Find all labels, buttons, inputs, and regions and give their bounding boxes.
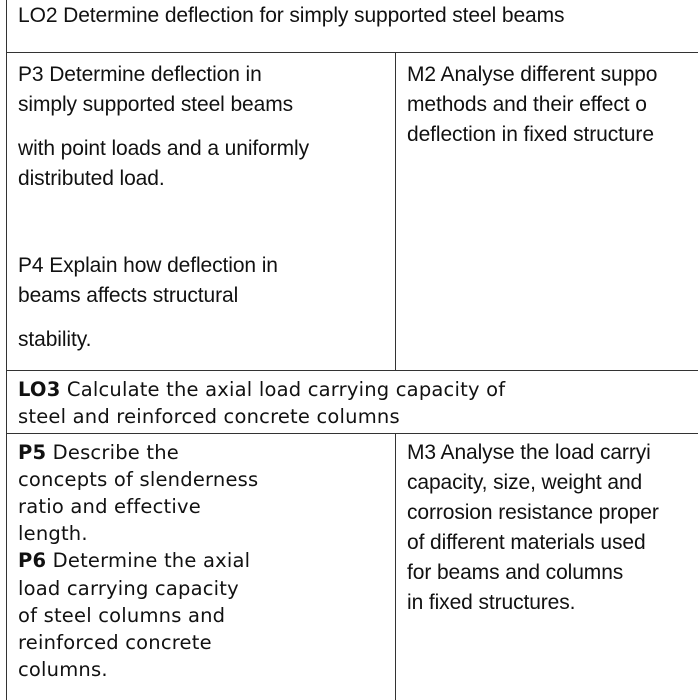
p6-line-2: load carrying capacity [18, 577, 239, 600]
row-divider-lo3-heading-top [6, 370, 698, 371]
p4-line-2: beams affects structural [18, 284, 239, 307]
lo3-heading-line-2: steel and reinforced concrete columns [18, 405, 400, 428]
lo3-heading-text: Calculate the axial load carrying capacity of [60, 378, 506, 401]
lo3-heading-line-1 [18, 378, 694, 401]
row-divider-lo2-heading [6, 52, 698, 53]
p5-line-2: concepts of slenderness [18, 468, 259, 491]
m2-line-3: deflection in fixed structure [407, 123, 654, 146]
p4-line-1: P4 Explain how deflection in [18, 254, 278, 277]
p3-line-3: with point loads and a uniformly [18, 137, 309, 160]
m3-line-6: in fixed structures. [407, 591, 576, 614]
p5-text: Describe the [46, 441, 179, 464]
column-divider-lo3 [395, 433, 396, 700]
p6-line-4: reinforced concrete [18, 631, 212, 654]
m3-line-3: corrosion resistance proper [407, 501, 659, 524]
p6-text: Determine the axial [46, 549, 251, 572]
lo3-code: LO3 [18, 378, 61, 401]
row-divider-lo3-heading-bottom [6, 433, 698, 434]
p3-line-4: distributed load. [18, 167, 165, 190]
p6-code: P6 [18, 549, 47, 572]
m3-line-5: for beams and columns [407, 561, 624, 584]
m3-line-4: of different materials used [407, 531, 646, 554]
p6-line-3: of steel columns and [18, 604, 226, 627]
m3-line-2: capacity, size, weight and [407, 471, 643, 494]
p4-line-3: stability. [18, 328, 92, 351]
column-divider-lo2 [395, 52, 396, 370]
lo2-heading: LO2 Determine deflection for simply supported steel beams [18, 4, 565, 27]
m2-line-2: methods and their effect o [407, 93, 647, 116]
p5-line-4: length. [18, 522, 88, 545]
p3-line-2: simply supported steel beams [18, 93, 293, 116]
m3-line-1: M3 Analyse the load carryi [407, 441, 651, 464]
table-left-border [6, 0, 7, 700]
p5-line-3: ratio and effective [18, 495, 201, 518]
p3-line-1: P3 Determine deflection in [18, 63, 262, 86]
p5-code: P5 [18, 441, 47, 464]
p6-line-5: columns. [18, 658, 108, 681]
p5-line-1 [18, 441, 393, 464]
p6-line-1 [18, 549, 393, 572]
m2-line-1: M2 Analyse different suppo [407, 63, 658, 86]
